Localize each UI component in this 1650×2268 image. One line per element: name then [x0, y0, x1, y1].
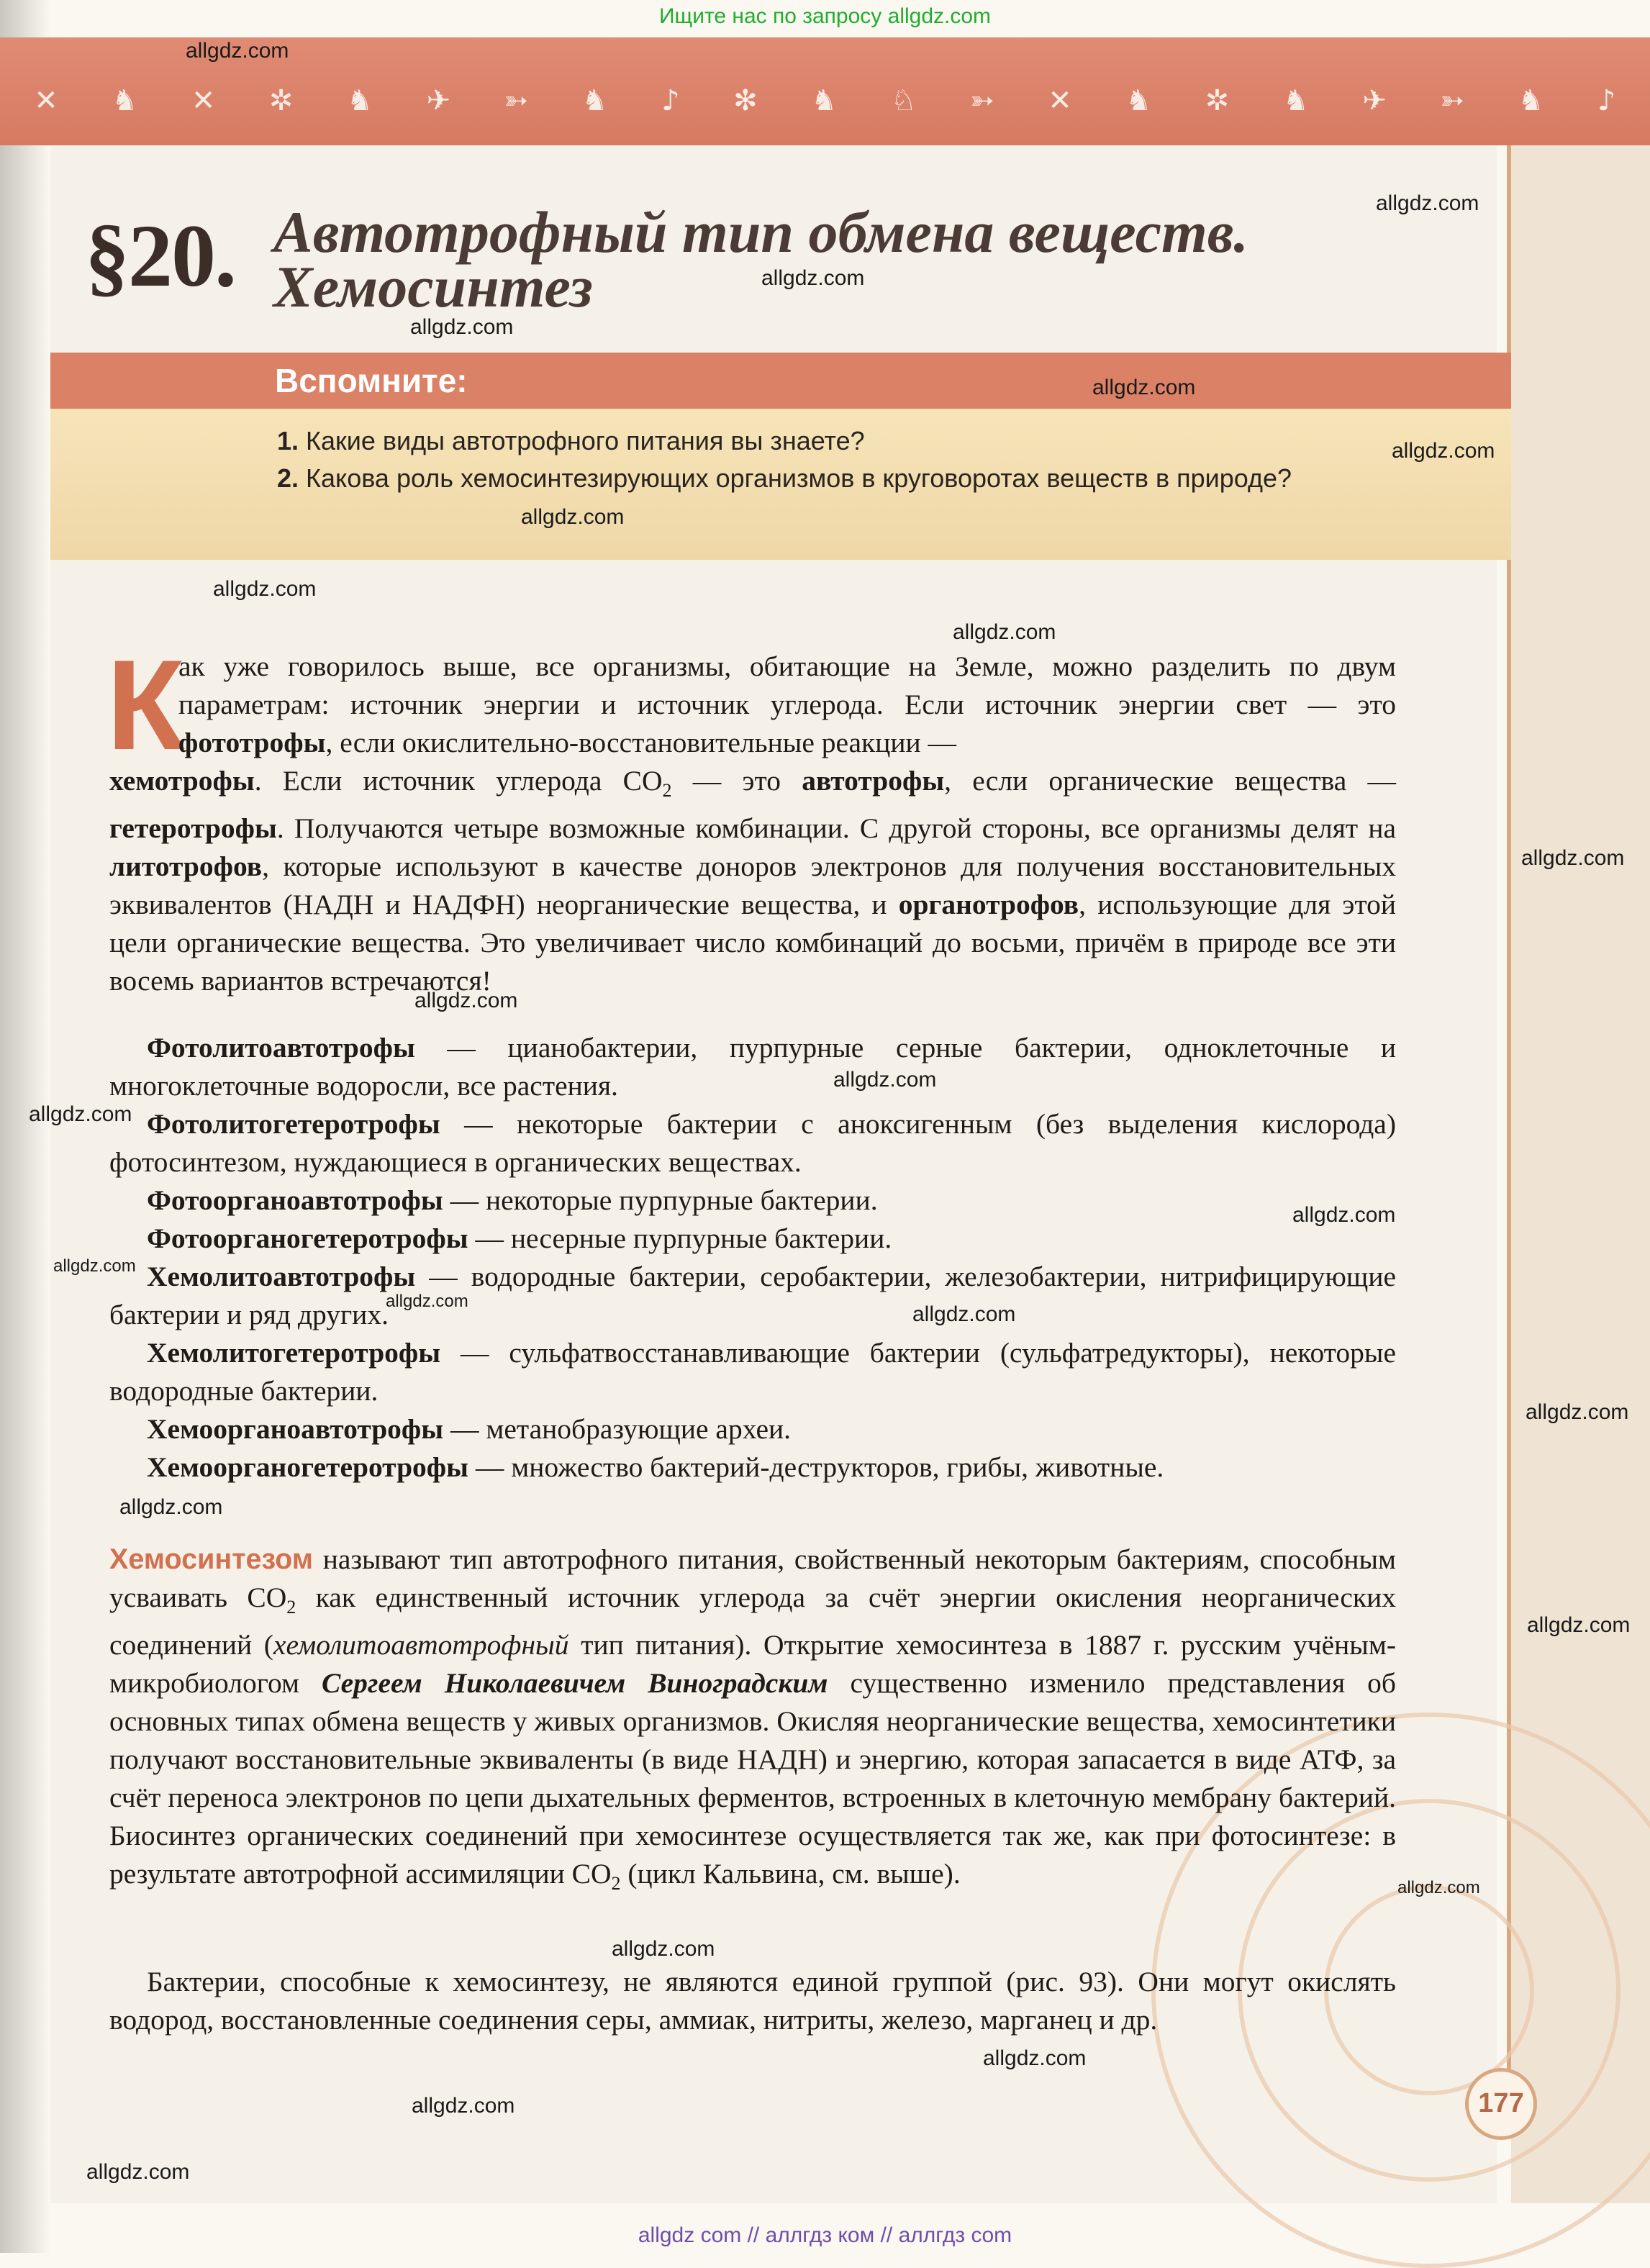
term: фототрофы: [178, 727, 326, 758]
subscript: 2: [286, 1596, 296, 1618]
scientist-name: Сергеем Николаевичем Виноградским: [322, 1666, 828, 1699]
type-description: — некоторые бактерии с аноксигенным (без выделения кислорода) фотосинтезом, нуждающиеся в органических веществах.: [109, 1108, 1396, 1178]
text-run: существенно изменило представления об основных типах обмена веществ у живых организмов. Окисляя неорганические вещества, хемосинтетики получают восстановительные эквиваленты (в виде НАДН) и энергию, которая запасается в виде АТФ, за счёт переноса электронов по цепи дыхательных ферментов, встроенных в клеточную мембрану бактерий. Биосинтез органических соединений при хемосинтезе осуществляется так же, как при фотосинтезе: в результате автотрофной ассимиляции CO: [109, 1666, 1396, 1890]
dinosaur-icon: ♞: [347, 84, 373, 117]
term: гетеротрофы: [109, 812, 277, 844]
dinosaur-icon: ♘: [890, 84, 917, 117]
bird-icon: ✈: [426, 84, 450, 117]
section-title: [273, 199, 1425, 319]
intro-paragraph-continued: [109, 762, 1396, 1000]
butterfly-icon: ✕: [191, 84, 216, 117]
footer-watermark: allgdz com // аллгдз ком // аллгдз com: [638, 2223, 1012, 2247]
watermark: allgdz.com: [912, 1302, 1016, 1326]
type-item: [109, 1410, 1396, 1448]
text-run: как единственный источник углерода за счёт энергии окисления неорганических соединений (: [109, 1582, 1396, 1661]
watermark: allgdz.com: [1392, 439, 1495, 463]
closing-paragraph: Бактерии, способные к хемосинтезу, не являются единой группой (рис. 93). Они могут окислять водород, восстановленные соединения серы, аммиак, нитриты, железо, марганец и др.: [109, 1966, 1396, 2036]
intro-paragraph: [178, 648, 1396, 762]
recall-header-bar: [50, 353, 1511, 409]
text-run: ак уже говорилось выше, все организмы, обитающие на Земле, можно разделить по двум параметрам: источник энергии и источник углерода. Если источник энергии свет — это: [178, 650, 1396, 720]
type-item: [109, 1334, 1396, 1410]
watermark: allgdz.com: [953, 620, 1056, 644]
question-number: 2.: [277, 463, 299, 493]
watermark: allgdz.com: [521, 505, 625, 529]
animal-silhouette-row: [0, 81, 1650, 121]
type-description: — метанобразующие археи.: [443, 1413, 792, 1445]
bird-icon: ✈: [1362, 84, 1387, 117]
term: Хемолитогетеротрофы: [147, 1337, 441, 1369]
watermark: allgdz.com: [86, 2160, 190, 2184]
page-number: 177: [1465, 2068, 1537, 2140]
beast-icon: ♞: [811, 84, 838, 117]
drop-cap: К: [106, 633, 185, 776]
chemosynthesis-paragraph: [109, 1541, 1396, 1902]
term: автотрофы: [802, 765, 945, 797]
fish-icon: ➳: [1440, 84, 1464, 117]
watermark: allgdz.com: [186, 39, 289, 63]
watermark: allgdz.com: [1092, 376, 1196, 399]
section-number: §20.: [85, 207, 235, 305]
term: Хемолитоавтотрофы: [147, 1261, 416, 1292]
term: Фотолитогетеротрофы: [147, 1108, 440, 1140]
scorpion-icon: ✲: [1205, 84, 1230, 117]
dinosaur-icon: ♞: [1282, 84, 1309, 117]
key-term: Хемосинтезом: [109, 1543, 313, 1575]
beast-icon: ♞: [1518, 84, 1544, 117]
watermark: allgdz.com: [386, 1292, 468, 1311]
beast-icon: ♞: [112, 84, 138, 117]
search-hint: Ищите нас по запросу allgdz.com: [658, 4, 992, 28]
watermark: allgdz.com: [53, 1256, 136, 1276]
watermark: allgdz.com: [983, 2046, 1087, 2070]
type-description: — некоторые пурпурные бактерии.: [443, 1184, 878, 1216]
watermark: allgdz.com: [1376, 191, 1479, 215]
type-description: — сульфатвосстанавливающие бактерии (сульфатредукторы), некоторые водородные бактерии.: [109, 1337, 1396, 1407]
text-run: . Получаются четыре возможные комбинации. С другой стороны, все организмы делят на: [276, 812, 1396, 844]
watermark: allgdz.com: [1527, 1613, 1631, 1637]
subscript: 2: [611, 1872, 621, 1894]
question-text: Какие виды автотрофного питания вы знаете?: [306, 426, 865, 455]
watermark: allgdz.com: [761, 266, 865, 290]
type-description: — несерные пурпурные бактерии.: [468, 1223, 892, 1254]
watermark: allgdz.com: [414, 989, 518, 1012]
watermark: allgdz.com: [412, 2094, 515, 2118]
type-item: [109, 1029, 1396, 1105]
term: хемотрофы: [109, 765, 255, 797]
watermark: allgdz.com: [833, 1068, 937, 1092]
type-description: — множество бактерий-деструкторов, грибы, животные.: [468, 1451, 1164, 1483]
type-description: — водородные бактерии, серобактерии, железобактерии, нитрифицирующие бактерии и ряд других.: [109, 1261, 1396, 1330]
text-run: . Если источник углерода CO: [254, 765, 663, 797]
question-number: 1.: [277, 426, 299, 455]
type-description: — цианобактерии, пурпурные серные бактерии, одноклеточные и многоклеточные водоросли, все растения.: [109, 1032, 1396, 1102]
text-run: называют тип автотрофного питания, свойственный некоторым бактериям, способным усваивать CO: [109, 1543, 1396, 1613]
section-title-line: Хемосинтез: [273, 254, 593, 319]
watermark: allgdz.com: [29, 1102, 132, 1126]
watermark: allgdz.com: [1292, 1203, 1396, 1227]
type-item: [109, 1220, 1396, 1258]
watermark: allgdz.com: [410, 315, 514, 339]
beast-icon: ♞: [581, 84, 608, 117]
recall-question: [277, 461, 1364, 496]
term: литотрофов: [109, 850, 263, 882]
text-run: , использующие для этой цели органические вещества. Это увеличивает число комбинаций до восьми, причём в природе все эти восемь вариантов встречаются!: [109, 888, 1397, 997]
text-run: — это: [671, 765, 781, 797]
watermark: allgdz.com: [213, 577, 317, 601]
recall-label: Вспомните:: [275, 362, 468, 399]
type-item: [109, 1258, 1396, 1334]
text-run: (цикл Кальвина, см. выше).: [620, 1857, 961, 1890]
term: Фотоорганоавтотрофы: [147, 1184, 443, 1216]
term: Хемоорганогетеротрофы: [147, 1451, 468, 1483]
text-run: , если органические вещества —: [944, 765, 1396, 797]
question-text: Какова роль хемосинтезирующих организмов в круговоротах веществ в природе?: [306, 463, 1292, 493]
heron-icon: ♪: [661, 84, 680, 117]
section-title-line: Автотрофный тип обмена веществ.: [273, 199, 1248, 265]
watermark: allgdz.com: [119, 1495, 223, 1519]
text-run: тип питания). Открытие хемосинтеза в 1887 г. русским учёным-микробиологом: [109, 1628, 1396, 1699]
fish-icon: ➳: [504, 84, 529, 117]
recall-question: [277, 423, 1371, 459]
text-run: , которые используют в качестве доноров электронов для получения восстановительных эквивалентов (НАДН и НАДФН) неорганические вещества, и: [109, 850, 1396, 920]
term: Хемоорганоавтотрофы: [147, 1413, 444, 1445]
watermark: allgdz.com: [1521, 846, 1625, 870]
watermark: allgdz.com: [1526, 1400, 1629, 1424]
italic-term: хемолитоавтотрофный: [273, 1628, 569, 1661]
beast-icon: ♞: [1125, 84, 1152, 117]
watermark: allgdz.com: [612, 1937, 715, 1961]
butterfly-icon: ✕: [1048, 84, 1072, 117]
term: Фотолитоавтотрофы: [147, 1032, 415, 1063]
heron-icon: ♪: [1597, 84, 1616, 117]
insect-icon: ✻: [733, 84, 758, 117]
type-item: [109, 1448, 1396, 1487]
term: Фотоорганогетеротрофы: [147, 1223, 468, 1254]
text-run: , если окислительно-восстановительные реакции —: [325, 727, 957, 758]
type-item: [109, 1181, 1396, 1220]
lizard-icon: ➳: [970, 84, 994, 117]
subscript: 2: [662, 779, 672, 801]
scorpion-icon: ✲: [268, 84, 294, 117]
butterfly-icon: ✕: [34, 84, 58, 117]
type-item: [109, 1105, 1396, 1181]
term: органотрофов: [898, 888, 1079, 920]
watermark: allgdz.com: [1397, 1878, 1480, 1897]
